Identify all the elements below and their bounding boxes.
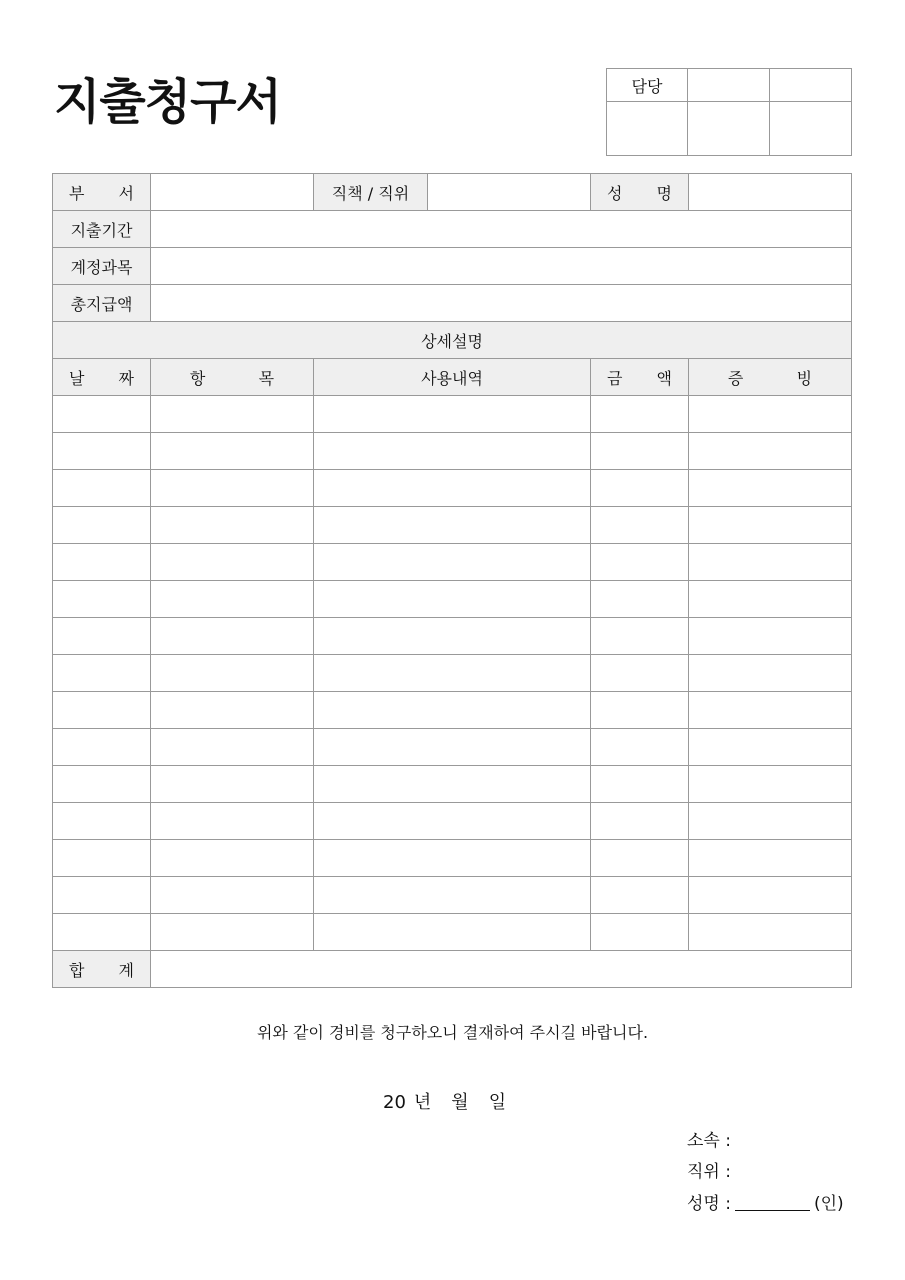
cell-evidence[interactable] [689, 877, 852, 914]
cell-date[interactable] [53, 655, 151, 692]
cell-usage[interactable] [314, 914, 591, 951]
col-header-date: 날 짜 [53, 359, 151, 396]
detail-rows [53, 396, 852, 951]
cell-evidence[interactable] [689, 618, 852, 655]
name-line [687, 1189, 844, 1214]
cell-amount[interactable] [591, 729, 689, 766]
cell-item[interactable] [151, 729, 314, 766]
cell-amount[interactable] [591, 655, 689, 692]
department-label: 부 서 [53, 174, 151, 211]
detail-row [53, 840, 852, 877]
name-field[interactable] [689, 174, 852, 211]
detail-row [53, 877, 852, 914]
cell-evidence[interactable] [689, 766, 852, 803]
col-header-usage: 사용내역 [314, 359, 591, 396]
cell-amount[interactable] [591, 433, 689, 470]
cell-date[interactable] [53, 840, 151, 877]
cell-evidence[interactable] [689, 507, 852, 544]
cell-usage[interactable] [314, 655, 591, 692]
date-year: 년 [413, 1092, 432, 1113]
approval-sign-cell[interactable] [688, 102, 770, 156]
cell-item[interactable] [151, 655, 314, 692]
cell-item[interactable] [151, 840, 314, 877]
cell-usage[interactable] [314, 396, 591, 433]
cell-item[interactable] [151, 618, 314, 655]
cell-date[interactable] [53, 470, 151, 507]
position-label: 직책 / 직위 [314, 174, 428, 211]
cell-amount[interactable] [591, 766, 689, 803]
seal-label: (인) [813, 1194, 844, 1214]
position-line [687, 1157, 731, 1182]
cell-amount[interactable] [591, 803, 689, 840]
cell-amount[interactable] [591, 618, 689, 655]
cell-amount[interactable] [591, 877, 689, 914]
cell-usage[interactable] [314, 544, 591, 581]
detail-row [53, 655, 852, 692]
affiliation-line [687, 1126, 731, 1151]
cell-usage[interactable] [314, 840, 591, 877]
cell-evidence[interactable] [689, 692, 852, 729]
cell-item[interactable] [151, 877, 314, 914]
cell-evidence[interactable] [689, 914, 852, 951]
approval-sign-cell[interactable] [770, 102, 852, 156]
approval-cell[interactable] [770, 69, 852, 102]
cell-evidence[interactable] [689, 729, 852, 766]
cell-usage[interactable] [314, 618, 591, 655]
name-label: 성 명 [591, 174, 689, 211]
cell-evidence[interactable] [689, 470, 852, 507]
detail-row [53, 433, 852, 470]
detail-row [53, 692, 852, 729]
cell-date[interactable] [53, 544, 151, 581]
approval-cell[interactable] [688, 69, 770, 102]
cell-date[interactable] [53, 914, 151, 951]
department-field[interactable] [151, 174, 314, 211]
cell-evidence[interactable] [689, 655, 852, 692]
col-header-amount: 금 액 [591, 359, 689, 396]
cell-usage[interactable] [314, 692, 591, 729]
cell-date[interactable] [53, 692, 151, 729]
cell-date[interactable] [53, 877, 151, 914]
cell-usage[interactable] [314, 433, 591, 470]
period-label: 지출기간 [53, 211, 151, 248]
detail-row [53, 507, 852, 544]
detail-row [53, 729, 852, 766]
date-day: 일 [488, 1092, 507, 1113]
cell-evidence[interactable] [689, 544, 852, 581]
cell-amount[interactable] [591, 581, 689, 618]
cell-date[interactable] [53, 729, 151, 766]
cell-item[interactable] [151, 507, 314, 544]
approval-box [606, 68, 852, 156]
cell-amount[interactable] [591, 914, 689, 951]
detail-row [53, 581, 852, 618]
cell-amount[interactable] [591, 396, 689, 433]
sum-label: 합 계 [53, 951, 151, 988]
cell-usage[interactable] [314, 581, 591, 618]
cell-amount[interactable] [591, 840, 689, 877]
detail-row [53, 766, 852, 803]
cell-date[interactable] [53, 618, 151, 655]
signature-name-label: 성명 : [687, 1194, 731, 1214]
cell-usage[interactable] [314, 766, 591, 803]
date-line [383, 1088, 526, 1114]
cell-amount[interactable] [591, 544, 689, 581]
cell-evidence[interactable] [689, 433, 852, 470]
cell-amount[interactable] [591, 470, 689, 507]
total-amount-label: 총지급액 [53, 285, 151, 322]
cell-item[interactable] [151, 433, 314, 470]
cell-usage[interactable] [314, 507, 591, 544]
cell-usage[interactable] [314, 877, 591, 914]
cell-evidence[interactable] [689, 803, 852, 840]
cell-item[interactable] [151, 396, 314, 433]
cell-item[interactable] [151, 914, 314, 951]
approval-sign-cell[interactable] [607, 102, 688, 156]
cell-item[interactable] [151, 581, 314, 618]
cell-usage[interactable] [314, 470, 591, 507]
cell-date[interactable] [53, 433, 151, 470]
cell-amount[interactable] [591, 507, 689, 544]
account-label: 계정과목 [53, 248, 151, 285]
signature-blank[interactable] [735, 1210, 810, 1211]
detail-row [53, 618, 852, 655]
detail-row [53, 803, 852, 840]
cell-item[interactable] [151, 692, 314, 729]
col-header-item: 항 목 [151, 359, 314, 396]
signature-position-label: 직위 : [687, 1162, 731, 1182]
affiliation-label: 소속 : [687, 1131, 731, 1151]
detail-section-title: 상세설명 [53, 322, 852, 359]
cell-evidence[interactable] [689, 840, 852, 877]
cell-evidence[interactable] [689, 396, 852, 433]
account-field[interactable] [151, 248, 852, 285]
date-year-prefix: 20 [383, 1092, 406, 1113]
cell-date[interactable] [53, 507, 151, 544]
cell-date[interactable] [53, 766, 151, 803]
cell-item[interactable] [151, 766, 314, 803]
date-month: 월 [451, 1092, 469, 1113]
cell-usage[interactable] [314, 729, 591, 766]
cell-item[interactable] [151, 803, 314, 840]
total-amount-field[interactable] [151, 285, 852, 322]
cell-date[interactable] [53, 803, 151, 840]
cell-date[interactable] [53, 396, 151, 433]
cell-item[interactable] [151, 544, 314, 581]
sum-field[interactable] [151, 951, 852, 988]
approval-label-manager: 담당 [607, 69, 688, 102]
cell-evidence[interactable] [689, 581, 852, 618]
col-header-evidence: 증 빙 [689, 359, 852, 396]
detail-row [53, 544, 852, 581]
cell-item[interactable] [151, 470, 314, 507]
expense-form-table [52, 173, 852, 988]
document-title: 지출청구서 [54, 74, 281, 130]
detail-row [53, 396, 852, 433]
position-field[interactable] [428, 174, 591, 211]
cell-date[interactable] [53, 581, 151, 618]
request-notice: 위와 같이 경비를 청구하오니 결재하여 주시길 바랍니다. [256, 1023, 649, 1042]
detail-row [53, 914, 852, 951]
cell-amount[interactable] [591, 692, 689, 729]
detail-row [53, 470, 852, 507]
period-field[interactable] [151, 211, 852, 248]
cell-usage[interactable] [314, 803, 591, 840]
